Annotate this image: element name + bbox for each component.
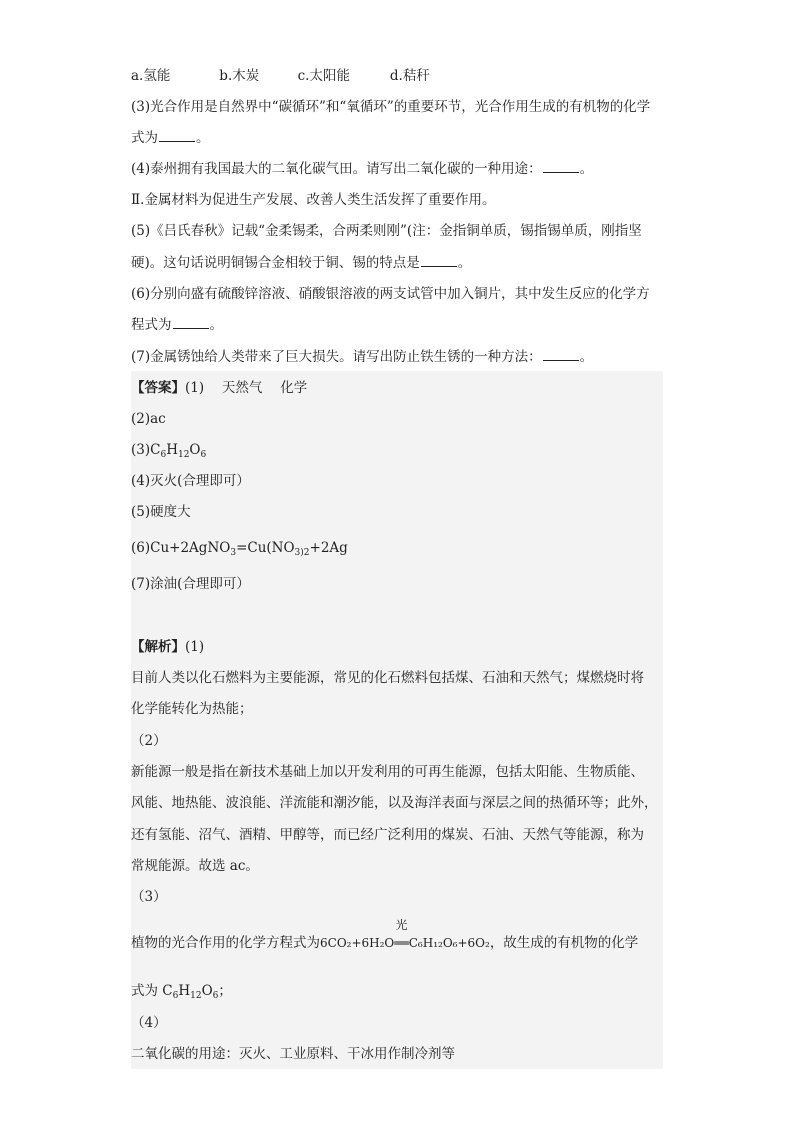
equation-arrow: 光 ══ (394, 933, 408, 953)
subscript: 12 (190, 991, 202, 1001)
answer-6 (131, 538, 348, 563)
q4-suffix: 。 (579, 161, 594, 177)
answer-3 (131, 440, 206, 465)
answer-5: (5)硬度大 (131, 504, 191, 520)
answer-2: (2)ac (131, 411, 166, 427)
answer-3-text: (3)C (131, 442, 161, 458)
answer-label: 【答案】 (131, 380, 185, 396)
answer-line-1 (131, 378, 307, 398)
subscript: 3 (294, 548, 301, 558)
reaction-condition: 光 (395, 918, 408, 932)
analysis-2-number: （2） (131, 733, 167, 749)
answer-blank (159, 128, 195, 142)
subscript: 3 (230, 548, 237, 558)
answer-blank (543, 347, 579, 361)
option-c: c.太阳能 (297, 68, 350, 84)
q6-prefix: 程式为 (131, 317, 172, 333)
subscript: 6 (212, 991, 219, 1001)
analysis-3-text: O (201, 983, 213, 999)
analysis-3-text: H (178, 983, 191, 999)
section-ii-heading: Ⅱ.金属材料为促进生产发展、改善人类生活发挥了重要作用。 (131, 192, 496, 208)
q4-text: (4)泰州拥有我国最大的二氧化碳气田。请写出二氧化碳的一种用途： (131, 161, 542, 177)
q6-line1: (6)分别向盛有硫酸锌溶液、硝酸银溶液的两支试管中加入铜片，其中发生反应的化学方 (131, 286, 650, 302)
answer-4: (4)灭火(合理即可） (131, 473, 250, 489)
answer-6-text: (6)Cu+2AgNO (131, 540, 231, 556)
equation-products: C₆H₁₂O₆+6O₂ (408, 936, 490, 950)
answer-6-text: +2Ag (309, 540, 348, 556)
q3-prefix: 式为 (131, 130, 158, 146)
q5-suffix: 。 (457, 255, 472, 271)
analysis-heading (131, 637, 204, 657)
q5-prefix: 硬)。这句话说明铜锡合金相较于铜、锡的特点是 (131, 255, 420, 271)
analysis-3-text: 植物的光合作用的化学方程式为 (131, 935, 320, 951)
answer-1: (1) 天然气 化学 (185, 380, 308, 396)
subscript: 6 (200, 450, 207, 460)
equation-reactants: 6CO₂+6H₂O (320, 936, 395, 950)
answer-3-text: O (189, 442, 201, 458)
q5-line1: (5)《吕氏春秋》记载“金柔锡柔，合两柔则刚”(注：金指铜单质，锡指锡单质，刚指坚 (131, 223, 642, 239)
answer-blank (421, 253, 457, 267)
analysis-3-number: （3） (131, 889, 167, 905)
analysis-2-line3: 还有氢能、沼气、酒精、甲醇等，而已经广泛利用的煤炭、石油、天然气等能源，称为 (131, 827, 644, 843)
q7-line (131, 347, 593, 367)
subscript: 12 (177, 450, 190, 460)
analysis-3-line2 (131, 981, 232, 1006)
answer-6-text: =Cu(NO (236, 540, 295, 556)
analysis-2-line2: 风能、地热能、波浪能、洋流能和潮汐能，以及海洋表面与深层之间的热循环等；此外， (131, 795, 658, 811)
q3-line1: (3)光合作用是自然界中“碳循环”和“氧循环”的重要环节，光合作用生成的有机物的化学 (131, 99, 651, 115)
analysis-1-line1: 目前人类以化石燃料为主要能源，常见的化石燃料包括煤、石油和天然气；煤燃烧时将 (131, 670, 644, 686)
q7-suffix: 。 (579, 349, 594, 365)
option-a: a.氢能 (131, 68, 171, 84)
subscript: 6 (160, 450, 167, 460)
q3-suffix: 。 (196, 130, 210, 146)
analysis-2-line4: 常规能源。故选 ac。 (131, 858, 259, 874)
answer-blank (543, 159, 579, 173)
answer-3-text: H (166, 442, 178, 458)
analysis-4-line1: 二氧化碳的用途：灭火、工业原料、干冰用作制冷剂等 (131, 1046, 455, 1062)
analysis-3-text: ； (218, 983, 232, 999)
analysis-3-text: ，故生成的有机物的化学 (489, 935, 639, 951)
option-d: d.秸秆 (389, 68, 430, 84)
analysis-4-number: （4） (131, 1015, 167, 1031)
option-b: b.木炭 (219, 68, 260, 84)
answer-7: (7)涂油(合理即可） (131, 576, 250, 592)
analysis-2-line1: 新能源一般是指在新技术基础上加以开发利用的可再生能源，包括太阳能、生物质能、 (131, 764, 644, 780)
q4-line (131, 159, 593, 179)
q7-text: (7)金属锈蚀给人类带来了巨大损失。请写出防止铁生锈的一种方法： (131, 349, 542, 365)
analysis-1-line2: 化学能转化为热能； (131, 701, 253, 717)
analysis-3-text: 式为 C (131, 983, 173, 999)
analysis-3-line1 (131, 918, 639, 953)
analysis-label: 【解析】 (131, 639, 185, 655)
analysis-1-number: (1) (185, 639, 205, 655)
q6-suffix: 。 (209, 317, 223, 333)
q5-line2 (131, 253, 471, 273)
answer-blank (173, 315, 209, 329)
q6-line2 (131, 315, 223, 335)
q2-options-row (131, 66, 430, 86)
subscript: )2 (300, 548, 310, 558)
q3-line2 (131, 128, 210, 148)
subscript: 6 (172, 991, 179, 1001)
